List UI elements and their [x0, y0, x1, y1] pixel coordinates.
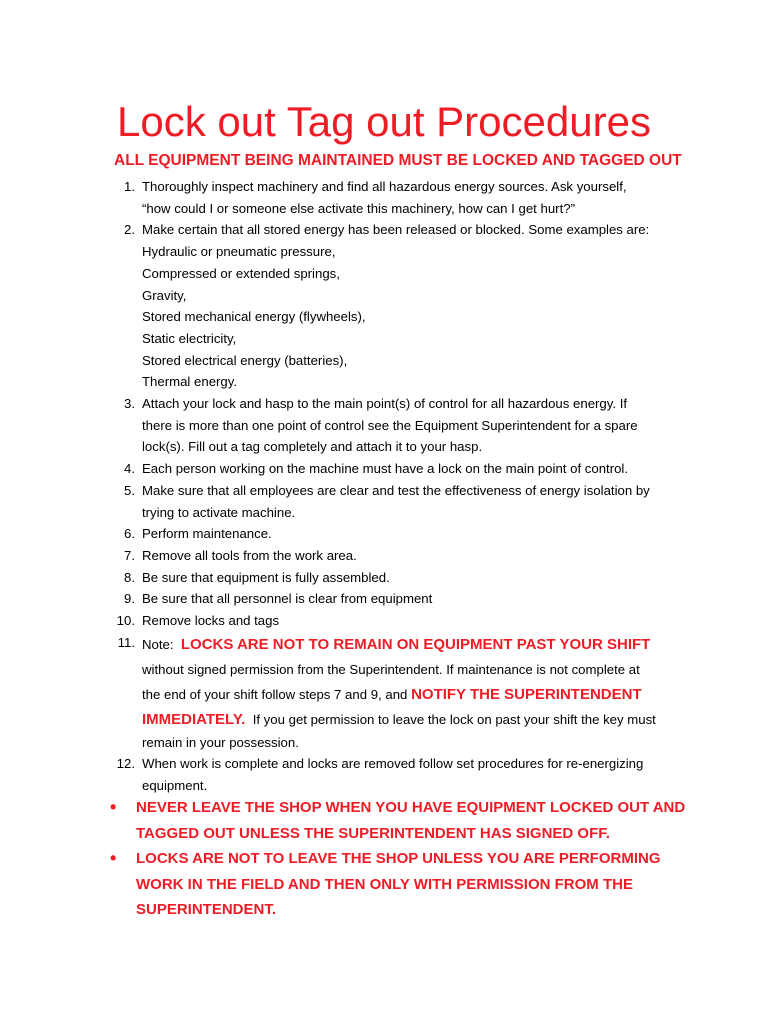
step-line: Compressed or extended springs,	[142, 265, 340, 281]
step-line: Remove all tools from the work area.	[142, 547, 357, 563]
list-item-step-7	[108, 545, 688, 567]
list-item-step-1	[108, 176, 688, 219]
list-item-step-5	[108, 480, 688, 523]
warning-bullet-item	[110, 846, 710, 923]
warning-text	[136, 795, 685, 846]
step-text	[135, 610, 279, 632]
step-number: 1.	[124, 179, 135, 194]
step-text	[135, 753, 643, 796]
step-number: 12.	[116, 756, 135, 772]
step-line: Perform maintenance.	[142, 526, 272, 542]
list-item-step-3	[108, 393, 688, 458]
warning-line: NEVER LEAVE THE SHOP WHEN YOU HAVE EQUIPMENT LOCKED OUT AND	[136, 799, 686, 816]
step-line: Attach your lock and hasp to the main point(s) of control for all hazardous energy. If	[142, 396, 628, 412]
step-number: 5.	[124, 482, 135, 498]
step-number: 4.	[124, 461, 135, 477]
step-line: Thermal energy.	[142, 374, 238, 390]
step-line: without signed permission from the Superintendent. If maintenance is not complete at	[142, 661, 640, 677]
list-item-step-8	[108, 567, 688, 589]
note-label: Note:	[142, 636, 174, 652]
warning-bullets-list	[110, 795, 710, 923]
step-line	[142, 632, 656, 657]
step-line: Be sure that equipment is fully assembled.	[142, 569, 390, 585]
step-line: Thoroughly inspect machinery and find all hazardous energy sources. Ask yourself,	[142, 179, 627, 194]
step-line: Each person working on the machine must have a lock on the main point of control.	[142, 461, 629, 477]
step-line: Remove locks and tags	[142, 613, 280, 629]
page-subtitle: ALL EQUIPMENT BEING MAINTAINED MUST BE LOCKED AND TAGGED OUT	[114, 152, 682, 169]
list-item-step-6	[108, 523, 688, 545]
step-line: Make certain that all stored energy has been released or blocked. Some examples are:	[142, 222, 650, 238]
list-item-step-11	[108, 632, 688, 754]
step-line: lock(s). Fill out a tag completely and attach it to your hasp.	[142, 439, 483, 455]
warning-line: TAGGED OUT UNLESS THE SUPERINTENDENT HAS SIGNED OFF.	[136, 824, 610, 842]
step-number: 9.	[124, 591, 135, 607]
step-line	[142, 682, 656, 707]
warning-line: SUPERINTENDENT.	[136, 901, 277, 918]
step-text	[135, 567, 390, 589]
step-text	[135, 393, 638, 458]
warning-line: LOCKS ARE NOT TO LEAVE THE SHOP UNLESS YOU ARE PERFORMING	[136, 850, 661, 867]
step-text	[135, 523, 272, 545]
step-line: “how could I or someone else activate this machinery, how can I get hurt?”	[142, 200, 575, 216]
bullet-icon: •	[110, 797, 117, 817]
step-line: remain in your possession.	[142, 734, 299, 750]
step-number: 8.	[124, 569, 135, 585]
step-line-part: If you get permission to leave the lock on past your shift the key must	[252, 711, 656, 727]
page-title: Lock out Tag out Procedures	[117, 98, 651, 145]
step-line: Gravity,	[142, 287, 187, 303]
notify-warning-text: NOTIFY THE SUPERINTENDENT	[411, 685, 642, 703]
warning-bullet-item	[110, 795, 710, 846]
list-item-step-4	[108, 458, 688, 480]
step-number: 7.	[124, 547, 135, 563]
procedure-steps-list	[108, 176, 688, 797]
step-text	[135, 176, 627, 219]
step-line: Static electricity,	[142, 330, 237, 346]
step-number: 3.	[124, 396, 135, 412]
step-line: equipment.	[142, 778, 208, 794]
step-line: Stored electrical energy (batteries),	[142, 352, 348, 368]
step-line: Stored mechanical energy (flywheels),	[142, 309, 366, 325]
step-text	[135, 458, 628, 480]
immediately-warning-text: IMMEDIATELY.	[142, 710, 246, 728]
step-text	[135, 480, 650, 523]
list-item-step-12	[108, 753, 688, 796]
step-line	[142, 707, 656, 732]
step-number: 10.	[116, 613, 135, 629]
step-text	[135, 545, 357, 567]
step-line-part: the end of your shift follow steps 7 and 9, and	[142, 686, 408, 702]
list-item-step-2	[108, 219, 688, 393]
warning-line: WORK IN THE FIELD AND THEN ONLY WITH PERMISSION FROM THE	[136, 875, 633, 893]
step-line: Be sure that all personnel is clear from equipment	[142, 591, 433, 607]
warning-text	[136, 846, 661, 923]
list-item-step-10	[108, 610, 688, 632]
step-line: there is more than one point of control see the Equipment Superintendent for a spare	[142, 417, 638, 433]
step-number: 11.	[117, 634, 135, 650]
bullet-icon: •	[110, 848, 117, 868]
step-text	[135, 588, 432, 610]
note-warning-text: LOCKS ARE NOT TO REMAIN ON EQUIPMENT PAST YOUR SHIFT	[180, 635, 651, 653]
step-number: 2.	[124, 222, 135, 238]
step-text	[135, 219, 649, 393]
step-line: Hydraulic or pneumatic pressure,	[142, 244, 336, 260]
steps-container	[108, 176, 688, 632]
step-line: Make sure that all employees are clear and test the effectiveness of energy isolation by	[142, 482, 650, 498]
step-line: trying to activate machine.	[142, 504, 296, 520]
step-number: 6.	[124, 526, 135, 542]
step-text	[135, 632, 656, 754]
step-line: When work is complete and locks are removed follow set procedures for re-energizing	[142, 756, 644, 772]
list-item-step-9	[108, 588, 688, 610]
